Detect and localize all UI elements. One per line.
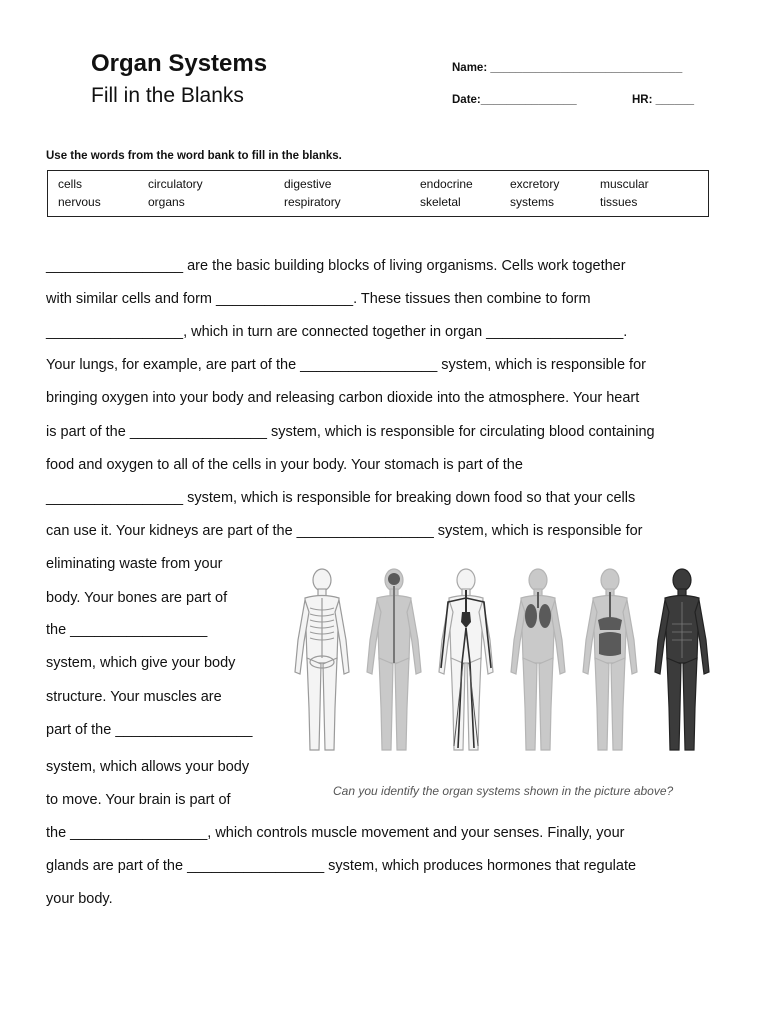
worksheet-subtitle: Fill in the Blanks <box>91 84 244 107</box>
passage-line: with similar cells and form _________________. These tissues then combine to form <box>46 291 591 307</box>
word-bank-item: respiratory <box>284 195 341 209</box>
worksheet-title: Organ Systems <box>91 50 268 77</box>
word-bank-item: nervous <box>58 195 101 209</box>
passage-line: part of the _________________ <box>46 722 253 738</box>
word-bank-item: excretory <box>510 177 560 191</box>
passage-line: food and oxygen to all of the cells in your body. Your stomach is part of the <box>46 457 523 473</box>
word-bank-item: circulatory <box>148 177 203 191</box>
word-bank-item: digestive <box>284 177 332 191</box>
passage-line: body. Your bones are part of <box>46 590 228 606</box>
digestive-system-figure <box>583 569 637 750</box>
word-bank-item: systems <box>510 195 555 209</box>
word-bank-item: organs <box>148 195 185 209</box>
respiratory-system-figure <box>511 569 565 750</box>
passage-line: _________________ are the basic building blocks of living organisms. Cells work together <box>46 258 626 274</box>
nervous-system-figure <box>367 569 421 750</box>
passage-line: _________________ system, which is responsible for breaking down food so that your cells <box>46 490 636 506</box>
muscular-system-figure <box>655 569 709 750</box>
passage-line: can use it. Your kidneys are part of the _________________ system, which is responsible for <box>46 523 643 539</box>
passage-line: your body. <box>46 891 113 907</box>
word-bank-item: endocrine <box>420 177 473 191</box>
organ-systems-illustration <box>284 560 724 755</box>
organ-systems-figures <box>284 560 724 755</box>
passage-line: bringing oxygen into your body and releasing carbon dioxide into the atmosphere. Your heart <box>46 390 640 406</box>
word-bank-item: cells <box>58 177 83 191</box>
skeletal-system-figure <box>295 569 349 750</box>
passage-line: is part of the _________________ system, which is responsible for circulating blood containing <box>46 424 655 440</box>
hr-field: HR: ______ <box>632 94 695 106</box>
word-bank-item: skeletal <box>420 195 461 209</box>
passage-line: eliminating waste from your <box>46 556 223 572</box>
instructions: Use the words from the word bank to fill in the blanks. <box>46 150 342 162</box>
passage-line: _________________, which in turn are connected together in organ _________________. <box>46 324 628 340</box>
word-bank <box>47 170 709 217</box>
passage-line: system, which allows your body <box>46 759 250 775</box>
passage-line: structure. Your muscles are <box>46 689 222 705</box>
passage-line: the _________________ <box>46 622 208 638</box>
figure-caption: Can you identify the organ systems shown in the picture above? <box>333 784 674 798</box>
word-bank-item: muscular <box>600 177 649 191</box>
passage-line: the _________________, which controls muscle movement and your senses. Finally, your <box>46 825 625 841</box>
circulatory-system-figure <box>439 569 493 750</box>
passage-line: to move. Your brain is part of <box>46 792 231 808</box>
date-field: Date:_______________ <box>452 94 577 106</box>
passage-line: system, which give your body <box>46 655 236 671</box>
name-field: Name: ______________________________ <box>452 62 683 74</box>
passage-line: glands are part of the _________________ system, which produces hormones that regulate <box>46 858 637 874</box>
passage-line: Your lungs, for example, are part of the _________________ system, which is responsible for <box>46 357 646 373</box>
word-bank-item: tissues <box>600 195 638 209</box>
